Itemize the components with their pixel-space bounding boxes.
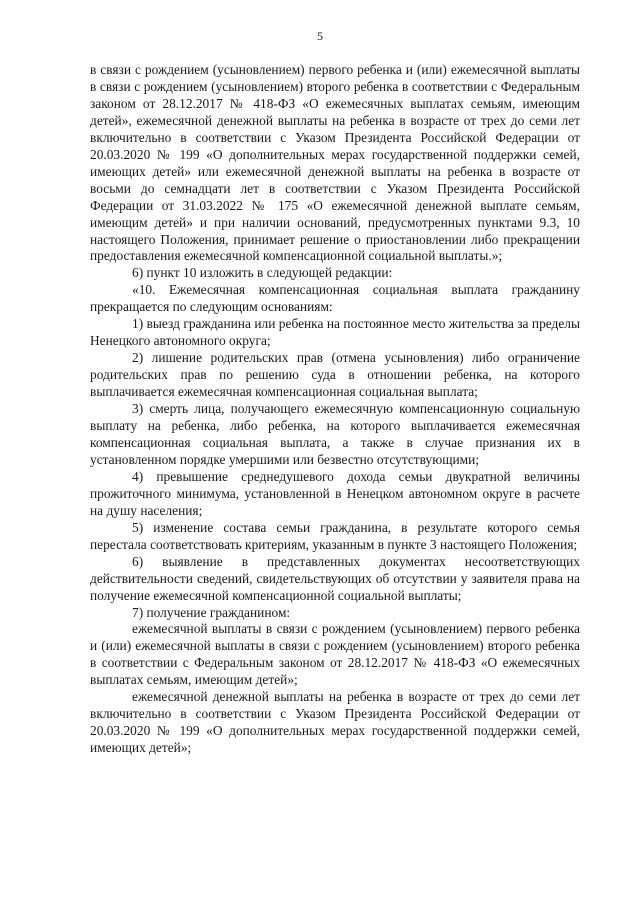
paragraph-ground-7-subitem-2: ежемесячной денежной выплаты на ребенка в возрасте от трех до семи лет включительно в соответствии с Указом Президента Российской Федерации от 20.03.2020 № 199 «О дополнительных мерах государственной поддержки семей, имеющих детей»;: [90, 689, 580, 756]
paragraph-clause-10: «10. Ежемесячная компенсационная социальная выплата гражданину прекращается по следующим основаниям:: [90, 282, 580, 315]
paragraph-continuation: в связи с рождением (усыновлением) первого ребенка и (или) ежемесячной выплаты в связи с рождением (усыновлением) второго ребенка в соответствии с Федеральным законом от 28.12.2017 № 418-ФЗ «О ежемесячных выплатах семьям, имеющим детей», ежемесячной денежной выплаты на ребенка в возрасте от трех до семи лет включительно в соответствии с Указом Президента Российской Федерации от 20.03.2020 № 199 «О дополнительных мерах государственной поддержки семей, имеющих детей» или ежемесячной денежной выплаты на ребенка в возрасте от восьми до семнадцати лет в соответствии с Указом Президента Российской Федерации от 31.03.2022 № 175 «О ежемесячной денежной выплате семьям, имеющим детей» и при наличии оснований, предусмотренных пунктами 9.3, 10 настоящего Положения, принимает решение о приостановлении либо прекращении предоставления ежемесячной компенсационной социальной выплаты.»;: [90, 62, 580, 264]
paragraph-ground-7: 7) получение гражданином:: [132, 604, 291, 620]
paragraph-ground-3: 3) смерть лица, получающего ежемесячную компенсационную социальную выплату на ребенка, либо ребенка, на которого выплачивается ежемесячная компенсационная социальная выплата, а также в случае признания их в установленном порядке умершими или безвестно отсутствующими;: [90, 401, 580, 467]
paragraph-ground-7-subitem-1: ежемесячной выплаты в связи с рождением (усыновлением) первого ребенка и (или) ежемесячной выплаты в связи с рождением (усыновлением) второго ребенка в соответствии с Федеральным законом от 28.12.2017 № 418-ФЗ «О ежемесячных выплатах семьям, имеющим детей»;: [90, 621, 580, 688]
paragraph-ground-5: 5) изменение состава семьи гражданина, в результате которого семья перестала соответствовать критериям, указанным в пункте 3 настоящего Положения;: [90, 519, 580, 552]
paragraph-ground-1: 1) выезд гражданина или ребенка на постоянное место жительства за пределы Ненецкого автономного округа;: [90, 316, 580, 349]
paragraph-ground-6: 6) выявление в представленных документах несоответствующих действительности сведений, свидетельствующих об отсутствии у заявителя права на получение ежемесячной компенсационной социальной выплаты;: [90, 553, 580, 603]
paragraph-ground-2: 2) лишение родительских прав (отмена усыновления) либо ограничение родительских прав по решению суда в отношении ребенка, на которого выплачивается ежемесячная компенсационная социальная выплата;: [90, 350, 580, 400]
paragraph-amendment-item-6: 6) пункт 10 изложить в следующей редакции:: [132, 265, 393, 281]
page-number: 5: [317, 29, 323, 43]
document-body: [90, 62, 580, 757]
paragraph-ground-4: 4) превышение среднедушевого дохода семьи двукратной величины прожиточного минимума, установленной в Ненецком автономном округе в расчете на душу населения;: [90, 468, 580, 518]
